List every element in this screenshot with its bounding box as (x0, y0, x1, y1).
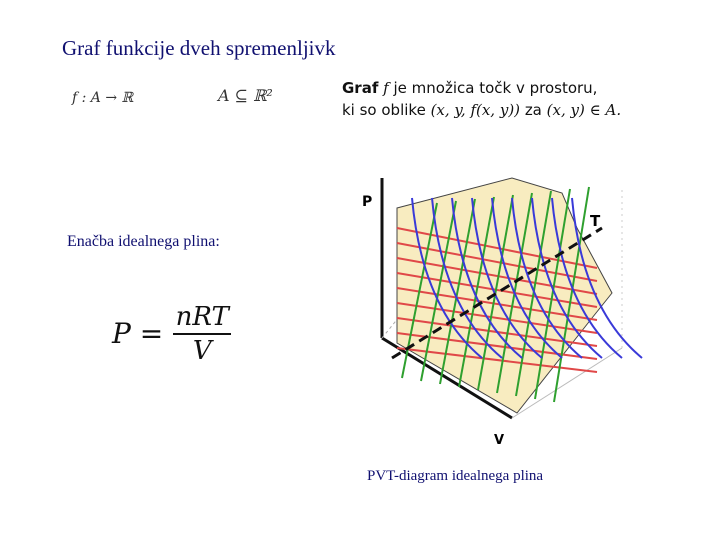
axis-label-t: T (590, 212, 601, 230)
graf-line1-text: je množica točk v prostoru, (393, 79, 598, 97)
formula-lhs: P = (112, 317, 164, 351)
pvt-diagram (352, 168, 652, 458)
function-definition: f : A → ℝ (72, 90, 134, 106)
graf-line2-text: ki so oblike (342, 101, 426, 119)
axis-label-p: P (362, 194, 373, 210)
graph-definition-line-2 (342, 99, 702, 121)
fraction-bar (173, 333, 231, 335)
axis-label-v: V (494, 433, 505, 448)
pvt-surface (397, 178, 612, 413)
domain-definition: A ⊆ ℝ² (218, 86, 273, 105)
graph-definition-line-1 (342, 77, 702, 99)
graf-point-tuple: (x, y, f(x, y)) (430, 101, 521, 119)
formula-numerator: nRT (175, 302, 229, 332)
ideal-gas-label: Enačba idealnega plina: (67, 233, 220, 250)
formula-fraction (173, 302, 231, 366)
ideal-gas-formula (112, 302, 231, 366)
graf-word: Graf (342, 79, 379, 97)
graph-definition (342, 77, 702, 121)
graf-za-text: za (524, 101, 542, 119)
graf-domain-tuple: (x, y) ∈ A. (546, 101, 622, 119)
formula-denominator: V (192, 335, 212, 366)
graf-function-symbol: f (383, 79, 389, 97)
diagram-caption: PVT-diagram idealnega plina (367, 468, 544, 484)
slide-title: Graf funkcije dveh spremenljivk (62, 36, 336, 60)
